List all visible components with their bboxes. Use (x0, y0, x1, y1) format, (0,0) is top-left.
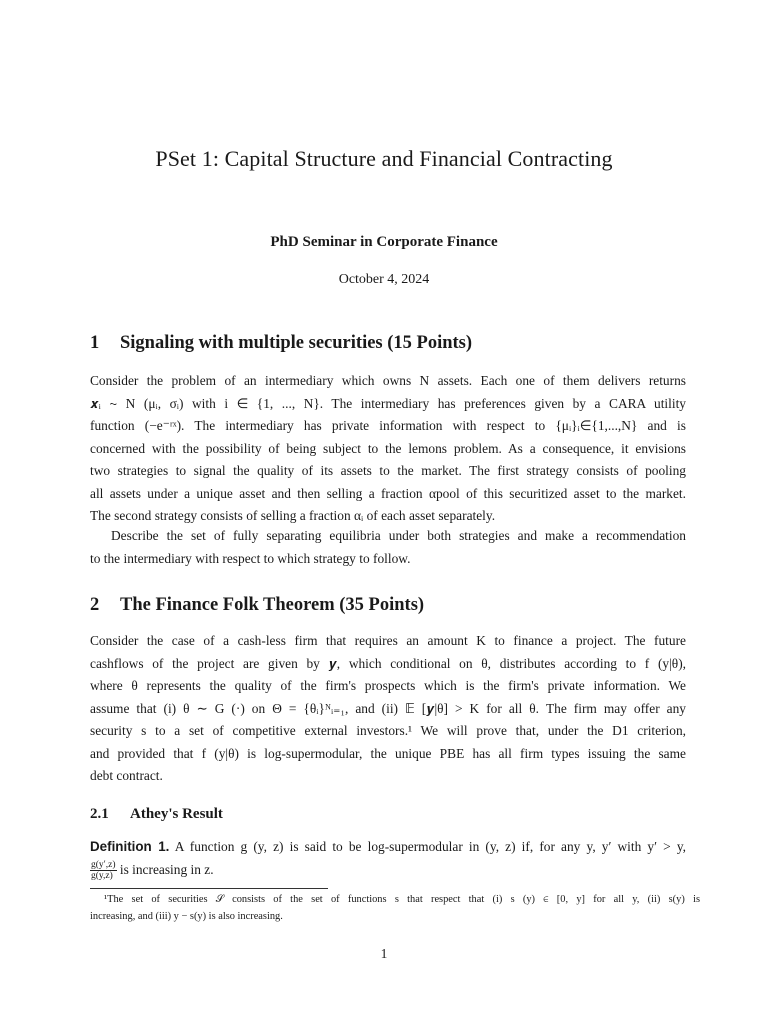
paragraph-line: Describe the set of fully separating equilibria under both strategies and make a recommendation (111, 528, 686, 543)
document-title: PSet 1: Capital Structure and Financial Contracting (155, 146, 613, 171)
subsection-2-1-heading (90, 806, 223, 823)
footnote-line: ¹The set of securities 𝒮 consists of the set of functions s that respect that (i) s (y) ∈ [0, y] for all y, (ii) s(y) is (104, 894, 700, 905)
page-number: 1 (380, 946, 388, 961)
paragraph-line: to the intermediary with respect to which strategy to follow. (90, 550, 411, 566)
section-1-paragraph-1 (90, 370, 686, 528)
paragraph-line: concerned with the possibility of being subject to the lemons problem. As a consequence, it envisions (90, 440, 686, 456)
document-date: October 4, 2024 (338, 272, 430, 287)
paragraph-line: function (−e⁻ʳˣ). The intermediary has private information with respect to {μᵢ}ᵢ∈{1,...,N} and is (90, 418, 686, 433)
definition-line (90, 836, 686, 859)
document-subtitle: PhD Seminar in Corporate Finance (270, 234, 498, 250)
section-1-title: Signaling with multiple securities (15 Points) (120, 333, 473, 353)
section-2-paragraph-1 (90, 630, 686, 788)
paragraph-line: and provided that f (y|θ) is log-supermodular, the unique PBE has all firm types issuing the same (90, 745, 686, 761)
paragraph-line: where θ represents the quality of the firm's prospects which is the firm's private information. We (90, 678, 686, 693)
subsection-2-1-number: 2.1 (90, 806, 109, 822)
section-1-heading (90, 333, 472, 354)
definition-label: Definition 1. (90, 839, 170, 854)
section-1-number: 1 (90, 333, 100, 353)
paragraph-line: cashflows of the project are given by 𝒚, which conditional on θ, distributes according to f (y|θ), (90, 655, 686, 671)
paragraph-line: assume that (i) θ ∼ G (·) on Θ = {θᵢ}ᴺᵢ₌₁, and (ii) 𝔼 [𝒚|θ] > K for all θ. The firm may offer any (90, 700, 686, 716)
footnote-1 (90, 891, 700, 925)
definition-1 (90, 836, 686, 881)
paragraph-line: Consider the problem of an intermediary which owns N assets. Each one of them delivers returns (90, 373, 686, 388)
paragraph-line: 𝒙ᵢ ∼ N (μᵢ, σᵢ) with i ∈ {1, ..., N}. The intermediary has preferences given by a CARA utility (90, 395, 686, 411)
definition-text: A function g (y, z) is said to be log-supermodular in (y, z) if, for any y, y′ with y′ > y, (174, 839, 686, 854)
section-1-paragraph-2 (90, 525, 686, 570)
fraction-denominator: g(y,z) (91, 870, 113, 881)
paragraph-line: two strategies to signal the quality of its assets to the market. The first strategy consists of pooling (90, 463, 686, 478)
ratio-fraction (90, 860, 117, 881)
footnote-line: increasing, and (iii) y − s(y) is also increasing. (90, 911, 283, 922)
paragraph-line: security s to a set of competitive external investors.¹ We will prove that, under the D1 criterion, (90, 723, 686, 738)
paragraph-line: The second strategy consists of selling a fraction αᵢ of each asset separately. (90, 508, 496, 523)
paragraph-line: all assets under a unique asset and then selling a fraction αpool of this securitized asset to the market. (90, 485, 686, 501)
paragraph-line: debt contract. (90, 768, 163, 783)
paragraph-line: Consider the case of a cash-less firm that requires an amount K to finance a project. The future (90, 633, 686, 648)
section-2-heading (90, 595, 424, 616)
section-2-title: The Finance Folk Theorem (35 Points) (120, 595, 425, 615)
footnote-divider (90, 888, 328, 889)
subsection-2-1-title: Athey's Result (130, 806, 223, 822)
definition-text-rest: is increasing in z. (119, 861, 214, 877)
fraction-numerator: g(y′,z) (91, 859, 116, 870)
definition-line (90, 859, 686, 882)
section-2-number: 2 (90, 595, 100, 615)
